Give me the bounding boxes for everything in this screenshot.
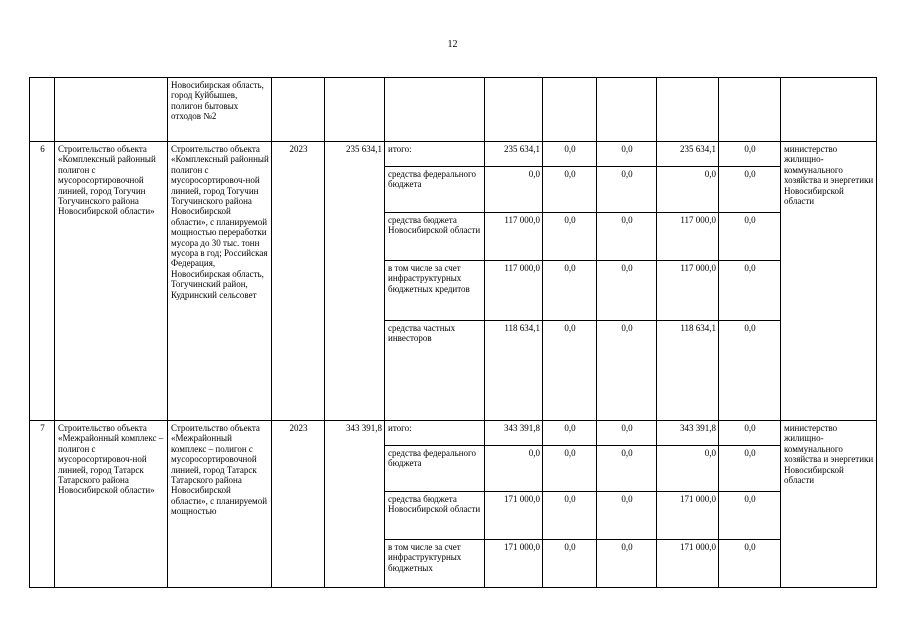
value-cell: 0,0 xyxy=(543,167,597,213)
source-label: средства частных инвесторов xyxy=(385,321,485,421)
value-cell: 0,0 xyxy=(543,540,597,588)
value-cell: 118 634,1 xyxy=(485,321,543,421)
continuation-row xyxy=(30,78,877,142)
value-cell: 0,0 xyxy=(657,167,719,213)
value-cell: 0,0 xyxy=(543,213,597,261)
value-cell: 117 000,0 xyxy=(485,213,543,261)
value-cell: 0,0 xyxy=(719,321,781,421)
cell-empty xyxy=(657,78,719,142)
cell-empty xyxy=(485,78,543,142)
year: 2023 xyxy=(272,142,325,421)
table-row xyxy=(30,421,877,446)
value-cell: 117 000,0 xyxy=(657,213,719,261)
value-cell: 0,0 xyxy=(597,321,657,421)
table-row xyxy=(30,142,877,167)
object-name: Строительство объекта «Комплексный районный полигон с мусоросортировочной линией, город Тогучин Тогучинского района Новосибирской области» xyxy=(55,142,168,421)
object-name: Строительство объекта «Межрайонный комплекс – полигон с мусоросортировоч-ной линией, город Татарск Татарского района Новосибирской области» xyxy=(55,421,168,588)
source-label: итого: xyxy=(385,142,485,167)
value-cell: 171 000,0 xyxy=(485,540,543,588)
value-cell: 235 634,1 xyxy=(485,142,543,167)
value-cell: 0,0 xyxy=(719,540,781,588)
cell-empty xyxy=(781,78,877,142)
cell-empty xyxy=(719,78,781,142)
value-cell: 117 000,0 xyxy=(485,261,543,321)
cell-empty xyxy=(597,78,657,142)
value-cell: 0,0 xyxy=(719,446,781,492)
source-label: итого: xyxy=(385,421,485,446)
cell-empty xyxy=(30,78,55,142)
value-cell: 0,0 xyxy=(719,213,781,261)
value-cell: 117 000,0 xyxy=(657,261,719,321)
value-cell: 0,0 xyxy=(543,421,597,446)
value-cell: 0,0 xyxy=(597,142,657,167)
value-cell: 0,0 xyxy=(543,492,597,540)
executor: министерство жилищно-коммунального хозяйства и энергетики Новосибирской области xyxy=(781,142,877,421)
location-cell: Новосибирская область, город Куйбышев, полигон бытовых отходов №2 xyxy=(168,78,272,142)
executor: министерство жилищно-коммунального хозяйства и энергетики Новосибирской области xyxy=(781,421,877,588)
value-cell: 0,0 xyxy=(597,421,657,446)
program-table xyxy=(29,77,877,588)
source-label: средства федерального бюджета xyxy=(385,167,485,213)
value-cell: 343 391,8 xyxy=(485,421,543,446)
value-cell: 0,0 xyxy=(719,261,781,321)
row-number: 6 xyxy=(30,142,55,421)
total-cost: 235 634,1 xyxy=(325,142,385,421)
row-number: 7 xyxy=(30,421,55,588)
value-cell: 171 000,0 xyxy=(657,492,719,540)
value-cell: 343 391,8 xyxy=(657,421,719,446)
source-label: средства бюджета Новосибирской области xyxy=(385,213,485,261)
value-cell: 0,0 xyxy=(719,492,781,540)
object-location: Строительство объекта «Комплексный районный полигон с мусоросортировоч-ной линией, город Тогучин Тогучинского района Новосибирской области», с планируемой мощностью переработки мусора до 30 тыс. тонн мусора в год; Российская Федерация, Новосибирская область, Тогучинский район, Кудринский сельсовет xyxy=(168,142,272,421)
value-cell: 0,0 xyxy=(485,167,543,213)
value-cell: 118 634,1 xyxy=(657,321,719,421)
value-cell: 0,0 xyxy=(485,446,543,492)
value-cell: 0,0 xyxy=(597,492,657,540)
value-cell: 0,0 xyxy=(719,167,781,213)
cell-empty xyxy=(55,78,168,142)
value-cell: 0,0 xyxy=(597,167,657,213)
value-cell: 0,0 xyxy=(543,142,597,167)
source-label: средства бюджета Новосибирской области xyxy=(385,492,485,540)
value-cell: 0,0 xyxy=(597,446,657,492)
value-cell: 0,0 xyxy=(719,421,781,446)
cell-empty xyxy=(385,78,485,142)
value-cell: 171 000,0 xyxy=(657,540,719,588)
value-cell: 0,0 xyxy=(719,142,781,167)
value-cell: 0,0 xyxy=(597,261,657,321)
value-cell: 0,0 xyxy=(543,446,597,492)
year: 2023 xyxy=(272,421,325,588)
source-label: средства федерального бюджета xyxy=(385,446,485,492)
value-cell: 0,0 xyxy=(597,540,657,588)
value-cell: 0,0 xyxy=(543,321,597,421)
object-location: Строительство объекта «Межрайонный комплекс – полигон с мусоросортировочной линией, город Татарск Татарского района Новосибирской области», с планируемой мощностью xyxy=(168,421,272,588)
value-cell: 0,0 xyxy=(597,213,657,261)
source-label: в том числе за счет инфраструктурных бюджетных xyxy=(385,540,485,588)
cell-empty xyxy=(272,78,325,142)
cell-empty xyxy=(325,78,385,142)
value-cell: 171 000,0 xyxy=(485,492,543,540)
value-cell: 0,0 xyxy=(657,446,719,492)
source-label: в том числе за счет инфраструктурных бюджетных кредитов xyxy=(385,261,485,321)
value-cell: 235 634,1 xyxy=(657,142,719,167)
total-cost: 343 391,8 xyxy=(325,421,385,588)
cell-empty xyxy=(543,78,597,142)
value-cell: 0,0 xyxy=(543,261,597,321)
page-number: 12 xyxy=(447,39,458,50)
